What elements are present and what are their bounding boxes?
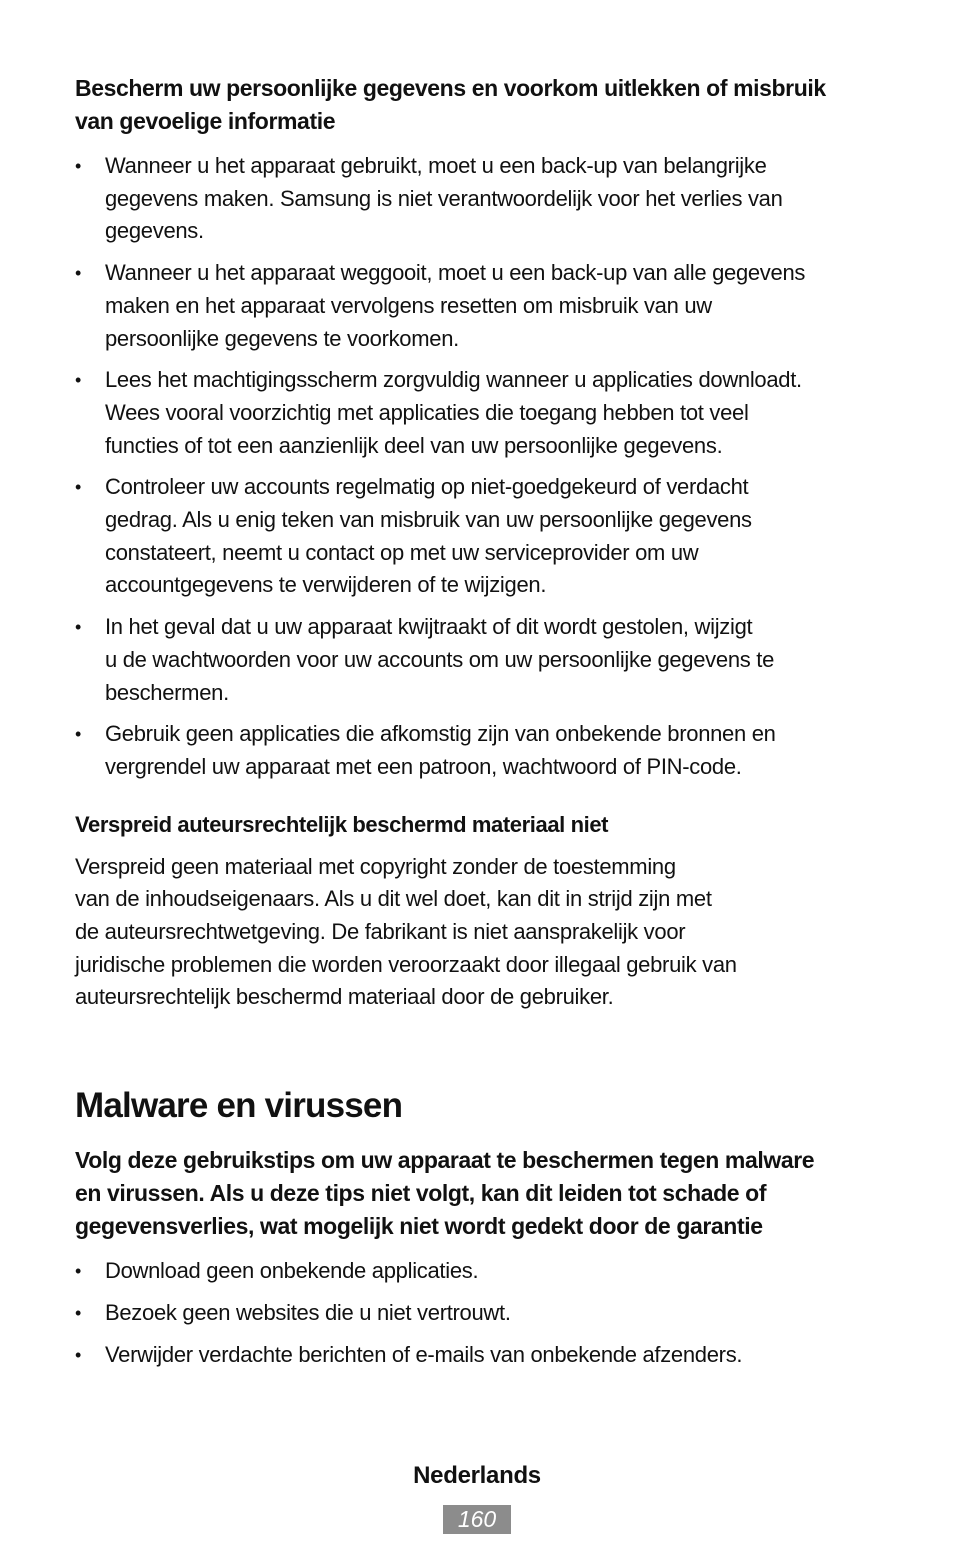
bullet-icon: •	[75, 1344, 82, 1365]
bullet-icon: •	[75, 724, 82, 745]
copyright-paragraph	[75, 851, 895, 1015]
malware-bullet-list	[75, 1255, 895, 1371]
paragraph-line: van de inhoudseigenaars. Als u dit wel doet, kan dit in strijd zijn met	[75, 886, 712, 912]
list-item-line: gedrag. Als u enig teken van misbruik van uw persoonlijke gegevens	[105, 507, 752, 533]
privacy-bullet-list	[75, 150, 895, 784]
list-item-line: gegevens.	[105, 218, 204, 244]
list-item-line: Bezoek geen websites die u niet vertrouwt.	[105, 1299, 511, 1325]
heading-line: van gevoelige informatie	[75, 108, 336, 134]
section-title-malware: Malware en virussen	[75, 1086, 403, 1126]
paragraph-line: auteursrechtelijk beschermd materiaal door de gebruiker.	[75, 984, 614, 1010]
intro-line: en virussen. Als u deze tips niet volgt, kan dit leiden tot schade of	[75, 1180, 767, 1207]
list-item-line: Wanneer u het apparaat weggooit, moet u een back-up van alle gegevens	[105, 260, 806, 286]
paragraph-line: juridische problemen die worden veroorzaakt door illegaal gebruik van	[75, 951, 737, 977]
list-item-line: beschermen.	[105, 679, 229, 705]
list-item-line: Gebruik geen applicaties die afkomstig zijn van onbekende bronnen en	[105, 721, 776, 747]
footer-language: Nederlands	[413, 1462, 541, 1489]
list-item-line: Verwijder verdachte berichten of e-mails van onbekende afzenders.	[105, 1341, 743, 1367]
list-item-line: gegevens maken. Samsung is niet verantwoordelijk voor het verlies van	[105, 185, 783, 211]
document-page	[75, 72, 895, 1371]
bullet-icon: •	[75, 477, 82, 498]
bullet-icon: •	[75, 1302, 82, 1323]
list-item	[75, 718, 895, 783]
list-item-line: functies of tot een aanzienlijk deel van uw persoonlijke gegevens.	[105, 432, 723, 458]
list-item-line: Wees vooral voorzichtig met applicaties die toegang hebben tot veel	[105, 399, 749, 425]
malware-intro	[75, 1144, 895, 1243]
list-item-line: maken en het apparaat vervolgens resetten om misbruik van uw	[105, 292, 712, 318]
list-item	[75, 1255, 895, 1288]
list-item	[75, 364, 895, 462]
list-item-line: u de wachtwoorden voor uw accounts om uw persoonlijke gegevens te	[105, 646, 775, 672]
list-item-line: Lees het machtigingsscherm zorgvuldig wanneer u applicaties downloadt.	[105, 367, 802, 393]
list-item-line: accountgegevens te verwijderen of te wijzigen.	[105, 572, 547, 598]
list-item	[75, 471, 895, 602]
section-heading-privacy	[75, 72, 895, 138]
list-item-line: Controleer uw accounts regelmatig op niet-goedgekeurd of verdacht	[105, 474, 749, 500]
list-item	[75, 257, 895, 355]
list-item-line: persoonlijke gegevens te voorkomen.	[105, 325, 459, 351]
list-item-line: constateert, neemt u contact op met uw serviceprovider om uw	[105, 539, 699, 565]
bullet-icon: •	[75, 263, 82, 284]
section-heading-copyright: Verspreid auteursrechtelijk beschermd materiaal niet	[75, 811, 609, 837]
bullet-icon: •	[75, 617, 82, 638]
bullet-icon: •	[75, 370, 82, 391]
list-item	[75, 611, 895, 709]
list-item-line: In het geval dat u uw apparaat kwijtraakt of dit wordt gestolen, wijzigt	[105, 614, 753, 640]
bullet-icon: •	[75, 156, 82, 176]
intro-line: gegevensverlies, wat mogelijk niet wordt gedekt door de garantie	[75, 1213, 763, 1240]
page-number: 160	[443, 1505, 511, 1534]
list-item-line: vergrendel uw apparaat met een patroon, wachtwoord of PIN-code.	[105, 753, 742, 779]
paragraph-line: Verspreid geen materiaal met copyright zonder de toestemming	[75, 853, 676, 879]
heading-line: Bescherm uw persoonlijke gegevens en voorkom uitlekken of misbruik	[75, 75, 826, 101]
paragraph-line: de auteursrechtwetgeving. De fabrikant is niet aansprakelijk voor	[75, 919, 686, 945]
list-item-line: Wanneer u het apparaat gebruikt, moet u een back-up van belangrijke	[105, 153, 767, 178]
list-item-line: Download geen onbekende applicaties.	[105, 1258, 479, 1284]
list-item	[75, 1297, 895, 1330]
list-item	[75, 150, 895, 248]
intro-line: Volg deze gebruikstips om uw apparaat te beschermen tegen malware	[75, 1147, 815, 1174]
list-item	[75, 1339, 895, 1372]
bullet-icon: •	[75, 1261, 82, 1282]
